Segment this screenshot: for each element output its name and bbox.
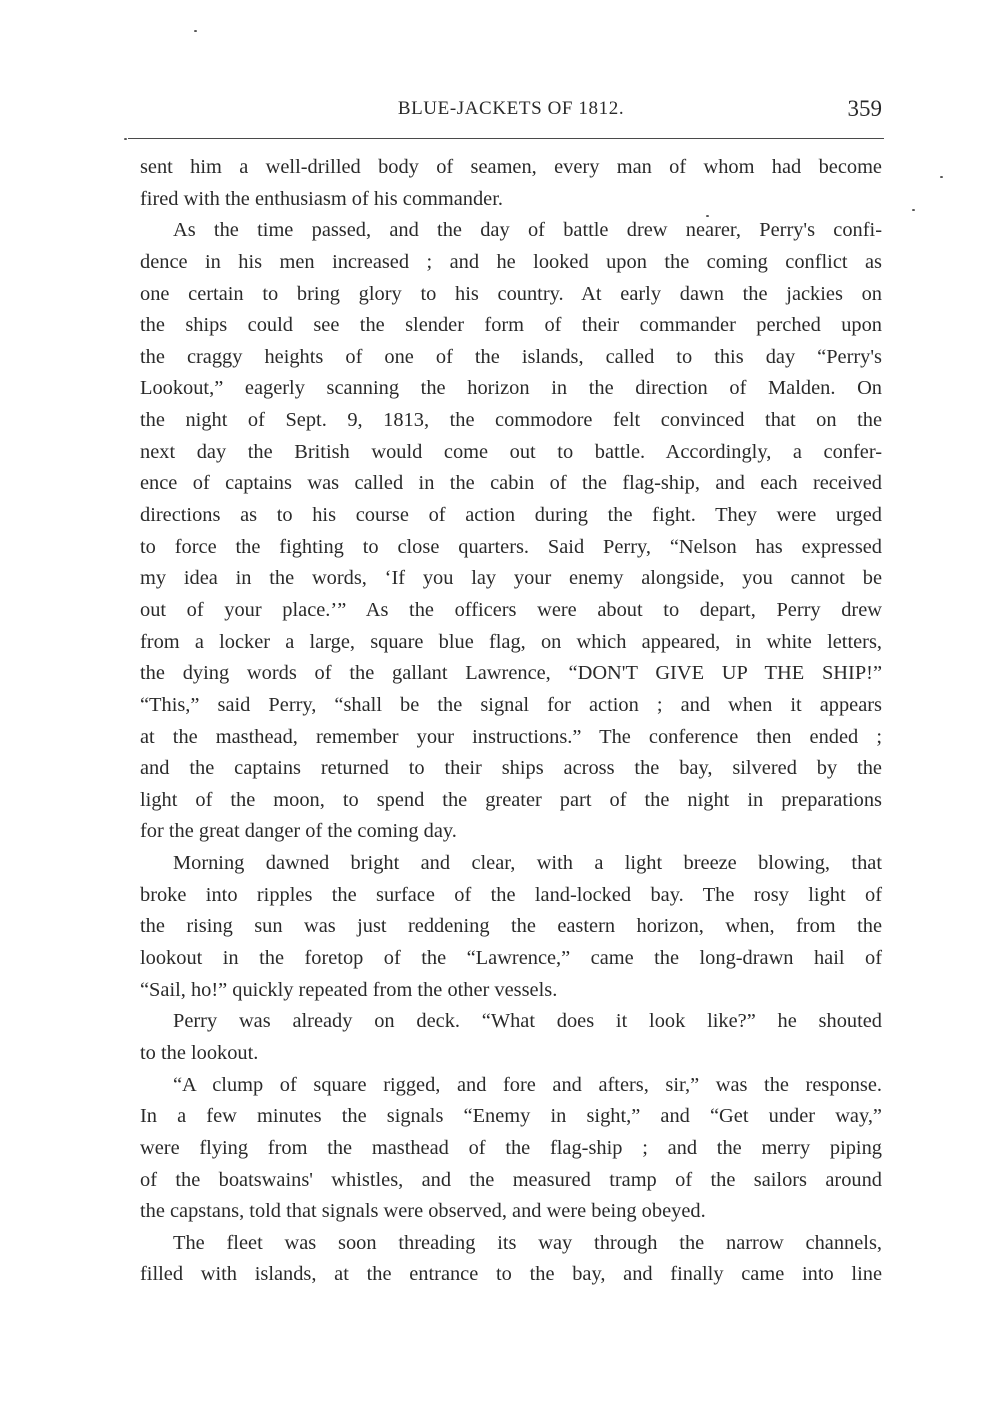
text-line: were flying from the masthead of the flag-ship ; and the merry piping (140, 1136, 882, 1159)
text-line: the dying words of the gallant Lawrence, “DON'T GIVE UP THE SHIP!” (140, 662, 882, 685)
text-line: Lookout,” eagerly scanning the horizon in the direction of Malden. On (140, 377, 882, 400)
text-line: lookout in the foretop of the “Lawrence,” came the long-drawn hail of (140, 947, 882, 970)
text-line: Perry was already on deck. “What does it look like?” he shouted (173, 1010, 882, 1033)
text-line: dence in his men increased ; and he looked upon the coming conflict as (140, 250, 882, 273)
text-line: the night of Sept. 9, 1813, the commodore felt convinced that on the (140, 409, 882, 432)
text-line: As the time passed, and the day of battle drew nearer, Perry's confi- (173, 219, 882, 242)
text-line: “This,” said Perry, “shall be the signal for action ; and when it appears (140, 693, 882, 716)
text-line: filled with islands, at the entrance to the bay, and finally came into line (140, 1263, 882, 1286)
text-line: Morning dawned bright and clear, with a light breeze blowing, that (173, 852, 882, 875)
scan-speck (912, 209, 915, 211)
text-line: the ships could see the slender form of their commander perched upon (140, 314, 882, 337)
running-title: BLUE-JACKETS OF 1812. (397, 98, 625, 119)
scan-speck (194, 30, 197, 32)
text-line: next day the British would come out to battle. Accordingly, a confer- (140, 440, 882, 463)
text-line: sent him a well-drilled body of seamen, every man of whom had become (140, 156, 882, 178)
text-line: from a locker a large, square blue flag, on which appeared, in white letters, (140, 630, 882, 653)
page-number: 359 (847, 96, 882, 121)
body-text (140, 152, 882, 1291)
text-line: In a few minutes the signals “Enemy in sight,” and “Get under way,” (140, 1105, 882, 1128)
text-line: the capstans, told that signals were observed, and were being obeyed. (140, 1200, 706, 1223)
scan-speck (706, 215, 709, 217)
header-rule (128, 138, 884, 139)
running-head (140, 96, 882, 128)
text-line: ence of captains was called in the cabin of the flag-ship, and each received (140, 472, 882, 495)
text-line: broke into ripples the surface of the land-locked bay. The rosy light of (140, 883, 882, 906)
text-line: to the lookout. (140, 1041, 259, 1064)
text-line: the craggy heights of one of the islands, called to this day “Perry's (140, 345, 882, 368)
text-line: of the boatswains' whistles, and the measured tramp of the sailors around (140, 1168, 882, 1191)
text-line: for the great danger of the coming day. (140, 820, 457, 843)
scan-speck (940, 176, 943, 178)
text-line: light of the moon, to spend the greater part of the night in preparations (140, 788, 882, 811)
text-line: the rising sun was just reddening the eastern horizon, when, from the (140, 915, 882, 938)
scan-speck (124, 138, 127, 140)
text-line: “A clump of square rigged, and fore and afters, sir,” was the response. (173, 1073, 882, 1096)
text-line: to force the fighting to close quarters. Said Perry, “Nelson has expressed (140, 535, 882, 558)
text-line: my idea in the words, ‘If you lay your enemy alongside, you cannot be (140, 567, 882, 590)
text-line: The fleet was soon threading its way through the narrow channels, (173, 1231, 882, 1254)
text-line: out of your place.’” As the officers were about to depart, Perry drew (140, 598, 882, 621)
text-line: directions as to his course of action during the fight. They were urged (140, 504, 882, 527)
text-line: “Sail, ho!” quickly repeated from the other vessels. (140, 978, 558, 1001)
text-line: one certain to bring glory to his country. At early dawn the jackies on (140, 282, 882, 305)
text-line: fired with the enthusiasm of his commander. (140, 187, 503, 210)
text-line: and the captains returned to their ships across the bay, silvered by the (140, 757, 882, 780)
text-line: at the masthead, remember your instructions.” The conference then ended ; (140, 725, 882, 748)
